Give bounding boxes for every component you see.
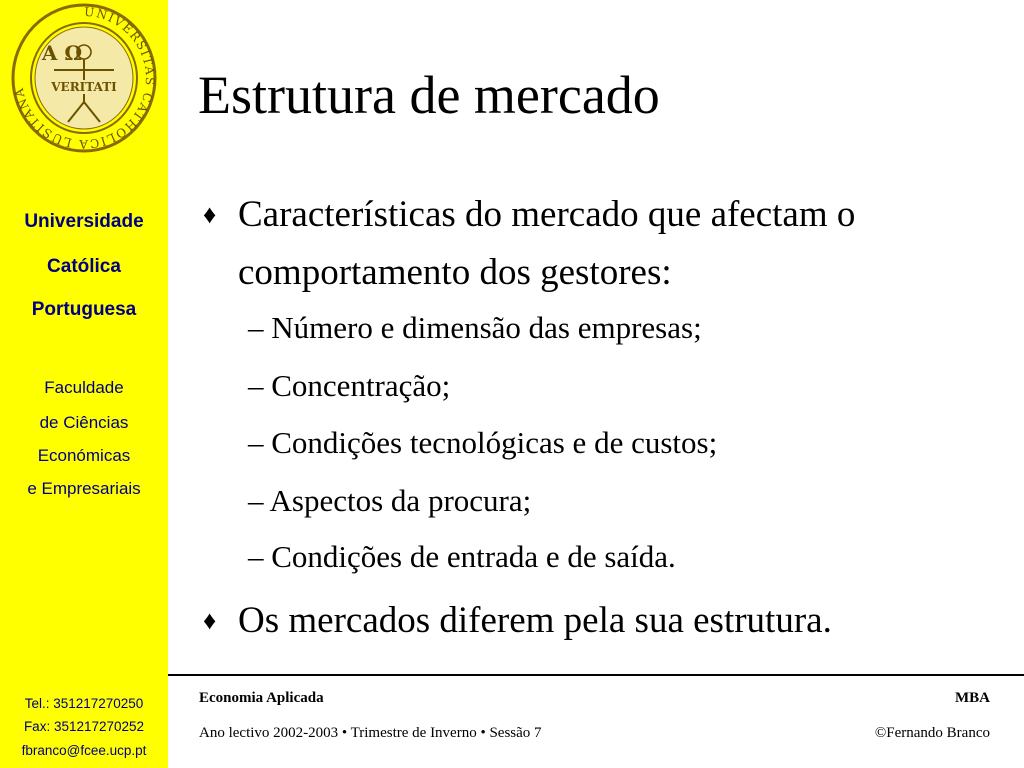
footer-session: Ano lectivo 2002-2003 • Trimestre de Inverno • Sessão 7 bbox=[199, 725, 542, 741]
university-name-line-1: Universidade bbox=[24, 211, 144, 232]
university-name-line-3: Portuguesa bbox=[31, 299, 137, 320]
contact-email[interactable]: fbranco@fcee.ucp.pt bbox=[21, 743, 147, 758]
university-name-line-2: Católica bbox=[47, 256, 121, 277]
bullet-2-line-1: Os mercados diferem pela sua estrutura. bbox=[238, 600, 832, 641]
logo-ring-text: UNIVERSITAS CATHOLICA LUSITANA bbox=[11, 4, 158, 152]
faculty-line-3: Económicas bbox=[37, 446, 131, 465]
footer-author: ©Fernando Branco bbox=[874, 725, 990, 741]
faculty-line-4: e Empresariais bbox=[27, 479, 141, 498]
slide-title: Estrutura de mercado bbox=[198, 65, 660, 125]
sub-bullet-4: – Aspectos da procura; bbox=[248, 483, 532, 518]
footer-divider bbox=[168, 674, 1024, 676]
diamond-bullet-icon: ♦ bbox=[203, 200, 217, 229]
bullet-1-line-1: Características do mercado que afectam o bbox=[238, 194, 856, 235]
sub-bullet-2: – Concentração; bbox=[248, 368, 451, 403]
sidebar bbox=[0, 0, 168, 768]
contact-fax: Fax: 351217270252 bbox=[23, 719, 145, 734]
university-seal-logo bbox=[10, 2, 158, 154]
sub-bullet-1: – Número e dimensão das empresas; bbox=[248, 310, 702, 345]
faculty-line-2: de Ciências bbox=[39, 413, 129, 432]
faculty-line-1: Faculdade bbox=[44, 378, 124, 397]
diamond-bullet-icon: ♦ bbox=[203, 606, 217, 635]
sub-bullet-3: – Condições tecnológicas e de custos; bbox=[248, 425, 718, 460]
footer-course: Economia Aplicada bbox=[199, 690, 324, 706]
logo-motto: VERITATI bbox=[51, 80, 117, 94]
sub-bullet-5: – Condições de entrada e de saída. bbox=[248, 539, 676, 574]
bullet-1-line-2: comportamento dos gestores: bbox=[238, 252, 672, 293]
contact-phone: Tel.: 351217270250 bbox=[24, 696, 144, 711]
logo-letters: A Ω bbox=[41, 41, 83, 65]
footer-program: MBA bbox=[955, 690, 990, 706]
